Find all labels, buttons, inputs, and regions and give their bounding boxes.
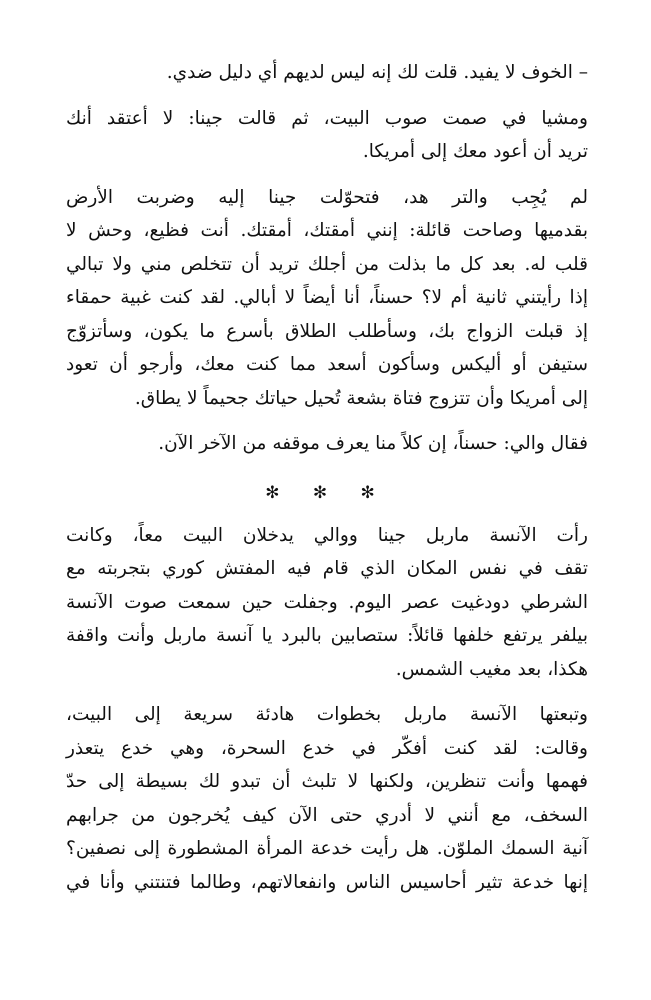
text-line: إذا رأيتني ثانية أم لا؟ حسناً، أنا أيضاً لا أبالي. لقد كنت غبية حمقاء	[66, 287, 588, 308]
text-line: السخف، مع أنني لا أدري حتى الآن كيف يُخرجون من جرابهم	[66, 804, 588, 826]
text-line: آنية السمك الملوّن. هل رأيت خدعة المرأة المشطورة إلى نصفين؟	[66, 838, 588, 859]
text-line: وقالت: لقد كنت أفكّر في خدع السحرة، وهي خدع يتعذر	[66, 737, 588, 759]
text-line: إنها خدعة تثير أحاسيس الناس وانفعالاتهم، وطالما فتنتني وأنا في	[66, 871, 588, 893]
text-line: رأت الآنسة ماربل جينا ووالي يدخلان البيت معاً، وكانت	[66, 524, 588, 546]
paragraph-1	[66, 56, 588, 90]
book-page	[66, 56, 588, 911]
text-line: هكذا، بعد مغيب الشمس.	[395, 658, 588, 680]
text-line: تريد أن أعود معك إلى أمريكا.	[362, 141, 588, 162]
text-line: إلى أمريكا وأن تتزوج فتاة بشعة تُحيل حياتك جحيماً لا يطاق.	[134, 387, 588, 409]
paragraph-2	[66, 102, 588, 169]
text-line: تقف في نفس المكان الذي قام فيه المفتش كوري بتجربته مع	[66, 558, 588, 579]
paragraph-6	[66, 698, 588, 899]
section-divider: ✻ ✻ ✻	[265, 482, 389, 503]
text-line: فقال والي: حسناً، إن كلاً منا يعرف موقفه من الآخر الآن.	[158, 433, 588, 454]
text-line: الشرطي دودغيت عصر اليوم. وجفلت حين سمعت صوت الآنسة	[66, 591, 588, 613]
text-line: – الخوف لا يفيد. قلت لك إنه ليس لديهم أي دليل ضدي.	[166, 62, 588, 83]
text-line: بقدميها وصاحت قائلة: إنني أمقتك، أمقتك. أنت فظيع، وحش لا	[66, 220, 588, 241]
text-line: فهمها وأنت تنظرين، ولكنها لا تلبث أن تبدو لك بسيطة إلى حدّ	[66, 771, 588, 792]
text-line: بيلفر يرتفع خلفها قائلاً: ستصابين بالبرد يا آنسة ماربل وأنت واقفة	[66, 625, 588, 646]
text-line: قلب له. بعد كل ما بذلت من أجلك تريد أن تتخلص مني ولا تبالي	[66, 253, 588, 275]
text-line: ومشيا في صمت صوب البيت، ثم قالت جينا: لا أعتقد أنك	[66, 107, 588, 129]
paragraph-3	[66, 181, 588, 416]
text-line: وتبعتها الآنسة ماربل بخطوات هادئة سريعة إلى البيت،	[66, 704, 588, 725]
paragraph-4	[66, 427, 588, 461]
paragraph-5	[66, 519, 588, 687]
text-line: لم يُجِب والتر هد، فتحوّلت جينا إليه وضربت الأرض	[66, 186, 588, 208]
text-line: ستيفن أو أليكس وسأكون أسعد مما كنت معك، وأرجو أن تعود	[66, 354, 588, 375]
text-line: إذ قبلت الزواج بك، وسأطلب الطلاق بأسرع ما يكون، وسأتزوّج	[66, 320, 588, 342]
